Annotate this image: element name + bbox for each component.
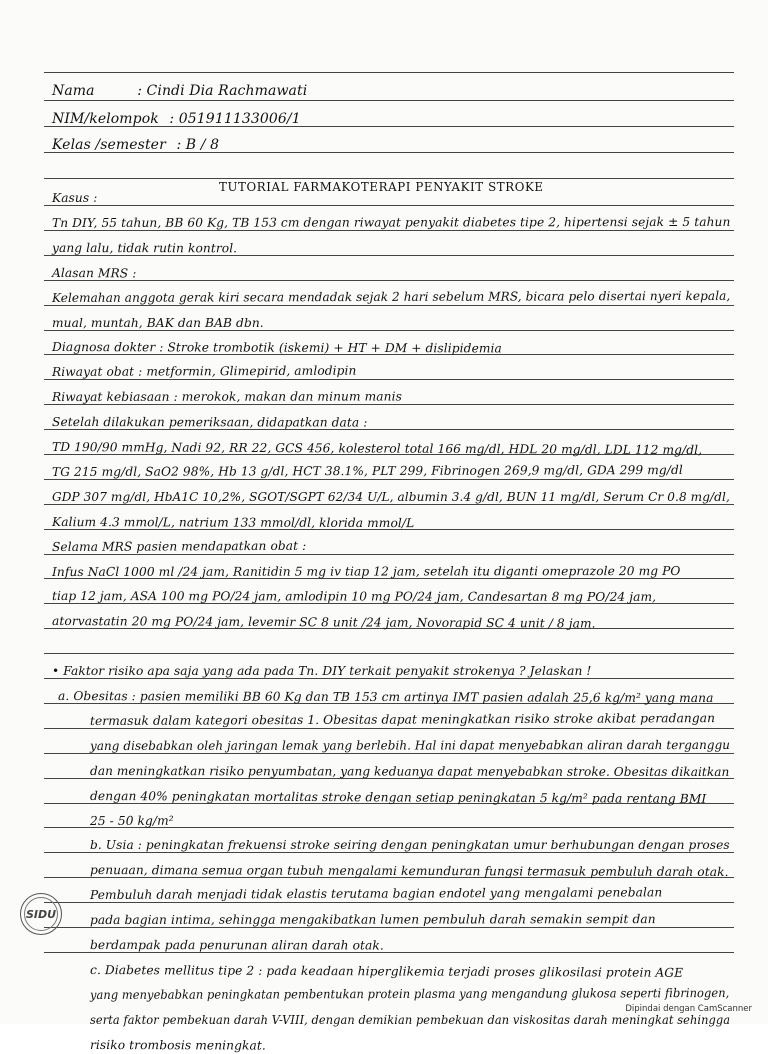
handwritten-line: tiap 12 jam, ASA 100 mg PO/24 jam, amlodipin 10 mg PO/24 jam, Candesartan 8 mg PO/24 jam, bbox=[52, 589, 657, 604]
ruled-line bbox=[44, 404, 734, 405]
ruled-line bbox=[44, 554, 734, 555]
handwritten-line: GDP 307 mg/dl, HbA1C 10,2%, SGOT/SGPT 62/34 U/L, albumin 3.4 g/dl, BUN 11 mg/dl, Serum Cr 0.8 mg/dl, bbox=[52, 490, 730, 504]
handwritten-line: Pembuluh darah menjadi tidak elastis terutama bagian endotel yang mengalami penebalan bbox=[89, 885, 663, 902]
nim-value: : 051911133006/1 bbox=[169, 111, 301, 127]
ruled-line bbox=[44, 379, 734, 380]
handwritten-line: mual, muntah, BAK dan BAB dbn. bbox=[52, 316, 264, 330]
handwritten-line: TG 215 mg/dl, SaO2 98%, Hb 13 g/dl, HCT 38.1%, PLT 299, Fibrinogen 269,9 mg/dl, GDA 299 mg/dl bbox=[51, 463, 683, 479]
handwritten-line: Alasan MRS : bbox=[52, 266, 137, 281]
nim-label: NIM/kelompok bbox=[52, 111, 159, 127]
page-title: TUTORIAL FARMAKOTERAPI PENYAKIT STROKE bbox=[219, 180, 544, 194]
kelas-label: Kelas /semester bbox=[52, 137, 166, 153]
ruled-line bbox=[44, 100, 734, 101]
handwritten-line: termasuk dalam kategori obesitas 1. Obesitas dapat meningkatkan risiko stroke akibat peradangan bbox=[89, 711, 716, 728]
handwritten-line: Selama MRS pasien mendapatkan obat : bbox=[51, 538, 307, 554]
handwritten-line: • Faktor risiko apa saja yang ada pada Tn. DIY terkait penyakit strokenya ? Jelaskan ! bbox=[52, 664, 592, 678]
handwritten-line: TD 190/90 mmHg, Nadi 92, RR 22, GCS 456, kolesterol total 166 mg/dl, HDL 20 mg/dl, LDL 112 mg/dl, bbox=[52, 440, 703, 458]
handwritten-line: dan meningkatkan risiko penyumbatan, yang keduanya dapat menyebabkan stroke. Obesitas dikaitkan bbox=[90, 764, 730, 780]
ruled-line bbox=[44, 678, 734, 679]
handwritten-line: yang menyebabkan peningkatan pembentukan protein plasma yang mengandung glukosa seperti fibrinogen, bbox=[89, 985, 730, 1002]
stamp-inner-ring bbox=[24, 897, 58, 931]
stamp-text: SIDU bbox=[25, 907, 57, 921]
ruled-line bbox=[44, 927, 734, 928]
handwritten-line: Tn DIY, 55 tahun, BB 60 Kg, TB 153 cm dengan riwayat penyakit diabetes tipe 2, hipertensi sejak ± 5 tahun bbox=[51, 214, 731, 230]
handwritten-line: Infus NaCl 1000 ml /24 jam, Ranitidin 5 mg iv tiap 12 jam, setelah itu diganti omeprazole 20 mg PO bbox=[51, 564, 681, 579]
header-kelas bbox=[52, 138, 730, 152]
ruled-line bbox=[44, 178, 734, 179]
handwritten-line: Riwayat kebiasaan : merokok, makan dan minum manis bbox=[51, 389, 402, 404]
handwritten-line: yang lalu, tidak rutin kontrol. bbox=[52, 241, 238, 256]
ruled-line bbox=[44, 653, 734, 654]
handwritten-line bbox=[52, 637, 730, 639]
handwritten-line: serta faktor pembekuan darah V-VIII, dengan demikian pembekuan dan viskositas darah meningkat sehingga bbox=[90, 1013, 731, 1027]
handwritten-line: Diagnosa dokter : Stroke trombotik (iskemi) + HT + DM + dislipidemia bbox=[52, 340, 502, 356]
handwritten-line: risiko trombosis meningkat. bbox=[90, 1038, 266, 1053]
ruled-line bbox=[44, 230, 734, 231]
handwritten-line: yang disebabkan oleh jaringan lemak yang berlebih. Hal ini dapat menyebabkan aliran darah terganggu bbox=[89, 737, 731, 753]
ruled-line bbox=[44, 728, 734, 729]
handwritten-line: 25 - 50 kg/m² bbox=[89, 813, 174, 828]
handwritten-line: a. Obesitas : pasien memiliki BB 60 Kg dan TB 153 cm artinya IMT pasien adalah 25,6 kg/m² yang mana bbox=[58, 689, 714, 706]
ruled-line bbox=[44, 479, 734, 480]
ruled-line bbox=[44, 852, 734, 853]
handwritten-line: dengan 40% peningkatan mortalitas stroke dengan setiap peningkatan 5 kg/m² pada rentang BMI bbox=[90, 789, 707, 806]
nama-value: : Cindi Dia Rachmawati bbox=[137, 83, 308, 99]
handwritten-line: Setelah dilakukan pemeriksaan, didapatkan data : bbox=[52, 415, 368, 430]
handwritten-line: pada bagian intima, sehingga mengakibatkan lumen pembuluh darah semakin sempit dan bbox=[89, 912, 656, 927]
handwritten-line: Riwayat obat : metformin, Glimepirid, amlodipin bbox=[51, 363, 357, 379]
ruled-line bbox=[44, 753, 734, 754]
ruled-line bbox=[44, 330, 734, 331]
ruled-line bbox=[44, 205, 734, 206]
handwritten-line: c. Diabetes mellitus tipe 2 : pada keadaan hiperglikemia terjadi proses glikosilasi protein AGE bbox=[90, 963, 684, 980]
sidu-stamp-logo bbox=[20, 893, 62, 935]
handwritten-line: Kelemahan anggota gerak kiri secara mendadak sejak 2 hari sebelum MRS, bicara pelo disertai nyeri kepala, bbox=[51, 288, 731, 305]
nama-label: Nama bbox=[52, 83, 95, 99]
ruled-line bbox=[44, 305, 734, 306]
header-nama bbox=[52, 84, 730, 98]
ruled-line bbox=[44, 902, 734, 903]
handwritten-line: Kalium 4.3 mmol/L, natrium 133 mmol/dl, klorida mmol/L bbox=[52, 515, 415, 531]
handwritten-line: b. Usia : peningkatan frekuensi stroke seiring dengan peningkatan umur berhubungan dengan proses bbox=[90, 838, 730, 852]
scanner-footer: Dipindai dengan CamScanner bbox=[625, 1004, 752, 1014]
handwritten-line: penuaan, dimana semua organ tubuh mengalami kemunduran fungsi termasuk pembuluh darah otak. bbox=[90, 863, 729, 880]
handwritten-line: atorvastatin 20 mg PO/24 jam, levemir SC 8 unit /24 jam, Novorapid SC 4 unit / 8 jam. bbox=[52, 614, 596, 631]
ruled-line bbox=[44, 72, 734, 73]
ruled-line bbox=[44, 504, 734, 505]
kelas-value: : B / 8 bbox=[176, 137, 220, 153]
handwritten-line: berdampak pada penurunan aliran darah otak. bbox=[90, 938, 384, 953]
header-nim bbox=[52, 112, 730, 126]
handwritten-line: Kasus : bbox=[51, 190, 98, 205]
